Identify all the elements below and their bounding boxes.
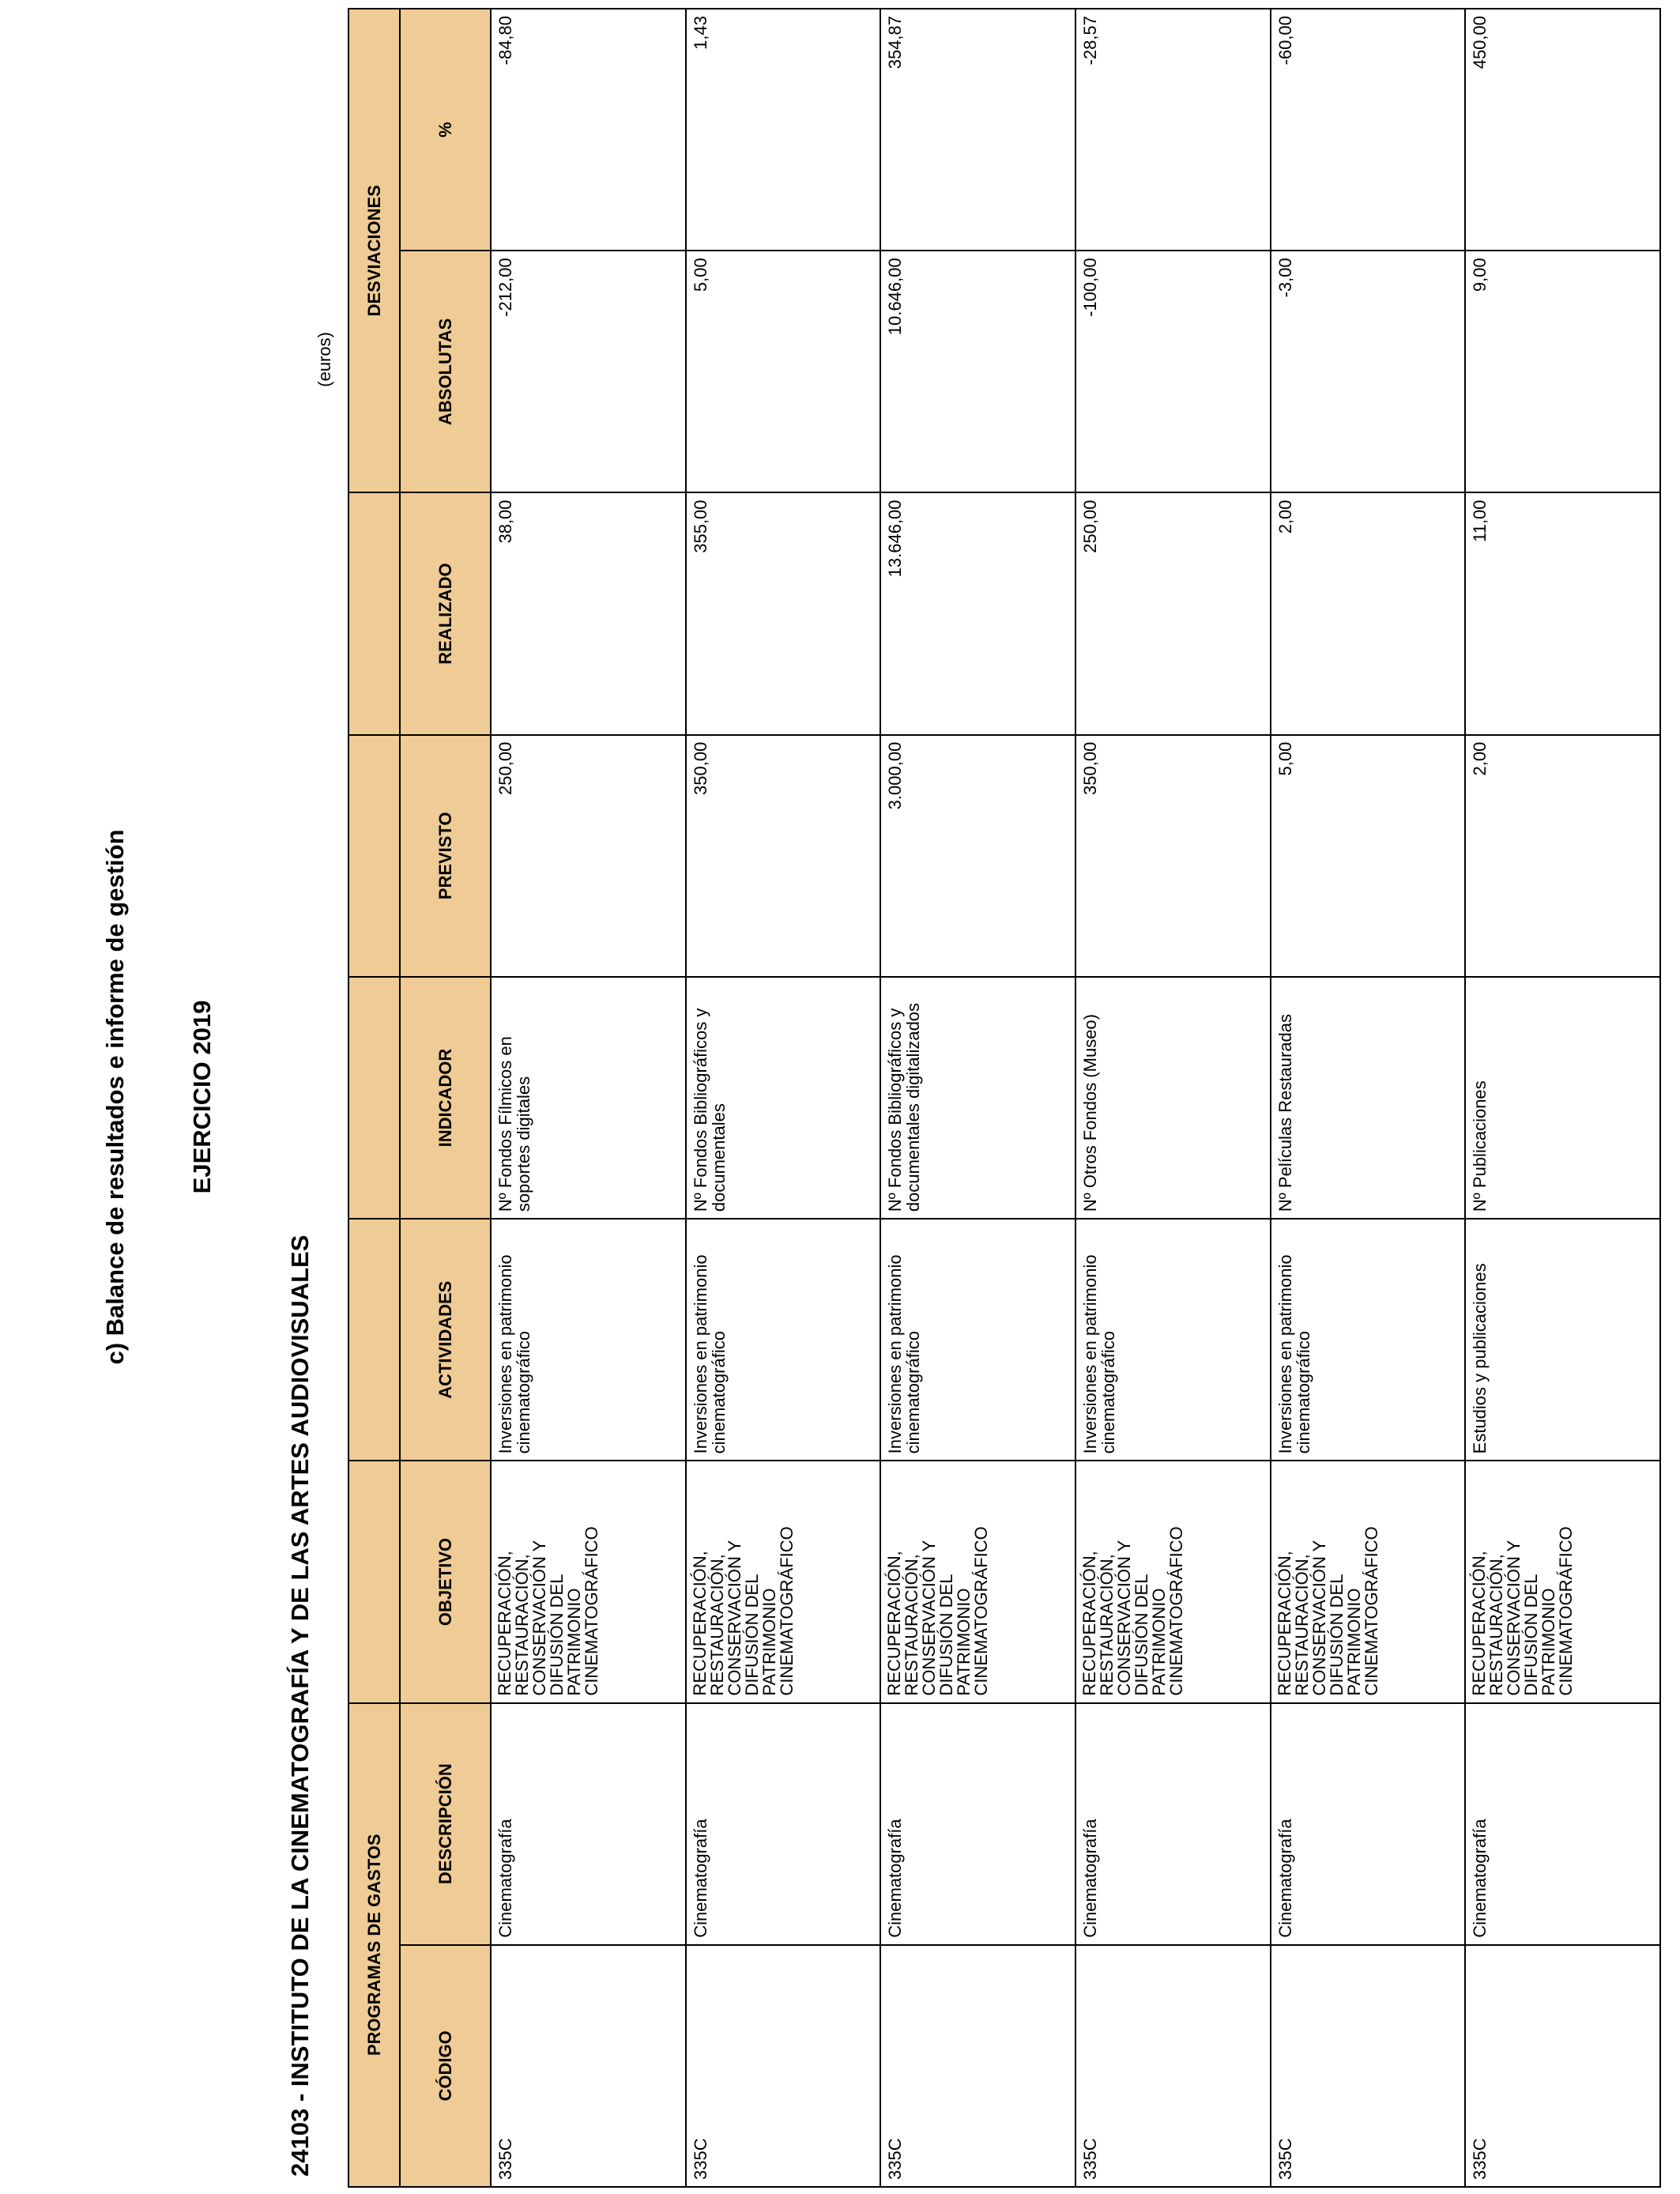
column-header-codigo: CÓDIGO — [400, 1945, 491, 2187]
cell-codigo: 335C — [686, 1945, 881, 2187]
cell-actividades: Inversiones en patrimonio cinematográfico — [1271, 1219, 1466, 1461]
cell-previsto: 250,00 — [491, 735, 686, 977]
cell-objetivo: RECUPERACIÓN, RESTAURACIÓN, CONSERVACIÓN Y DIFUSIÓN DEL PATRIMONIO CINEMATOGRÁFICO — [686, 1461, 881, 1702]
cell-actividades: Inversiones en patrimonio cinematográfico — [686, 1219, 881, 1461]
cell-indicador: Nº Fondos Bibliográficos y documentales — [686, 977, 881, 1219]
cell-pct: 450,00 — [1465, 9, 1660, 251]
cell-indicador: Nº Otros Fondos (Museo) — [1075, 977, 1271, 1219]
cell-descripcion: Cinematografía — [1075, 1703, 1271, 1945]
results-table — [348, 8, 1661, 2188]
column-header-indicador: INDICADOR — [400, 977, 491, 1219]
cell-absolutas: -100,00 — [1075, 251, 1271, 492]
currency-units-label: (euros) — [315, 332, 334, 387]
column-header-row — [400, 9, 491, 2187]
table-row — [686, 9, 881, 2187]
table-row — [1075, 9, 1271, 2187]
cell-pct: 354,87 — [880, 9, 1075, 251]
cell-objetivo: RECUPERACIÓN, RESTAURACIÓN, CONSERVACIÓN Y DIFUSIÓN DEL PATRIMONIO CINEMATOGRÁFICO — [1075, 1461, 1271, 1702]
cell-indicador: Nº Películas Restauradas — [1271, 977, 1466, 1219]
cell-previsto: 3.000,00 — [880, 735, 1075, 977]
group-header-blank — [348, 1219, 400, 1461]
group-header-blank — [348, 977, 400, 1219]
cell-previsto: 350,00 — [1075, 735, 1271, 977]
cell-actividades: Inversiones en patrimonio cinematográfico — [491, 1219, 686, 1461]
table-row — [491, 9, 686, 2187]
cell-previsto: 5,00 — [1271, 735, 1466, 977]
column-header-previsto: PREVISTO — [400, 735, 491, 977]
cell-objetivo: RECUPERACIÓN, RESTAURACIÓN, CONSERVACIÓN Y DIFUSIÓN DEL PATRIMONIO CINEMATOGRÁFICO — [1465, 1461, 1660, 1702]
cell-actividades: Estudios y publicaciones — [1465, 1219, 1660, 1461]
column-header-pct: % — [400, 9, 491, 251]
cell-descripcion: Cinematografía — [686, 1703, 881, 1945]
cell-absolutas: -212,00 — [491, 251, 686, 492]
cell-pct: -84,80 — [491, 9, 686, 251]
cell-realizado: 38,00 — [491, 492, 686, 734]
group-header-blank — [348, 492, 400, 734]
cell-previsto: 2,00 — [1465, 735, 1660, 977]
cell-absolutas: 10.646,00 — [880, 251, 1075, 492]
column-header-descripcion: DESCRIPCIÓN — [400, 1703, 491, 1945]
cell-objetivo: RECUPERACIÓN, RESTAURACIÓN, CONSERVACIÓN Y DIFUSIÓN DEL PATRIMONIO CINEMATOGRÁFICO — [880, 1461, 1075, 1702]
group-header-row — [348, 9, 400, 2187]
cell-pct: -28,57 — [1075, 9, 1271, 251]
entity-heading: 24103 - INSTITUTO DE LA CINEMATOGRAFÍA Y DE LAS ARTES AUDIOVISUALES — [286, 1235, 314, 2177]
cell-descripcion: Cinematografía — [1271, 1703, 1466, 1945]
column-header-realizado: REALIZADO — [400, 492, 491, 734]
column-header-objetivo: OBJETIVO — [400, 1461, 491, 1702]
cell-pct: 1,43 — [686, 9, 881, 251]
group-header-desviaciones: DESVIACIONES — [348, 9, 400, 492]
cell-previsto: 350,00 — [686, 735, 881, 977]
cell-absolutas: 5,00 — [686, 251, 881, 492]
table-row — [880, 9, 1075, 2187]
cell-realizado: 355,00 — [686, 492, 881, 734]
cell-realizado: 11,00 — [1465, 492, 1660, 734]
cell-indicador: Nº Fondos Bibliográficos y documentales digitalizados — [880, 977, 1075, 1219]
cell-absolutas: -3,00 — [1271, 251, 1466, 492]
cell-descripcion: Cinematografía — [880, 1703, 1075, 1945]
column-header-actividades: ACTIVIDADES — [400, 1219, 491, 1461]
group-header-blank — [348, 735, 400, 977]
table-row — [1271, 9, 1466, 2187]
cell-codigo: 335C — [1465, 1945, 1660, 2187]
cell-indicador: Nº Fondos Fílmicos en soportes digitales — [491, 977, 686, 1219]
cell-codigo: 335C — [1271, 1945, 1466, 2187]
cell-actividades: Inversiones en patrimonio cinematográfico — [1075, 1219, 1271, 1461]
report-title: c) Balance de resultados e informe de gestión — [101, 829, 129, 1365]
table-row — [1465, 9, 1660, 2187]
cell-realizado: 250,00 — [1075, 492, 1271, 734]
cell-objetivo: RECUPERACIÓN, RESTAURACIÓN, CONSERVACIÓN Y DIFUSIÓN DEL PATRIMONIO CINEMATOGRÁFICO — [1271, 1461, 1466, 1702]
cell-descripcion: Cinematografía — [1465, 1703, 1660, 1945]
fiscal-year-title: EJERCICIO 2019 — [188, 1000, 216, 1194]
group-header-programas: PROGRAMAS DE GASTOS — [348, 1703, 400, 2187]
cell-realizado: 2,00 — [1271, 492, 1466, 734]
cell-objetivo: RECUPERACIÓN, RESTAURACIÓN, CONSERVACIÓN Y DIFUSIÓN DEL PATRIMONIO CINEMATOGRÁFICO — [491, 1461, 686, 1702]
cell-actividades: Inversiones en patrimonio cinematográfico — [880, 1219, 1075, 1461]
cell-realizado: 13.646,00 — [880, 492, 1075, 734]
cell-pct: -60,00 — [1271, 9, 1466, 251]
cell-codigo: 335C — [880, 1945, 1075, 2187]
cell-descripcion: Cinematografía — [491, 1703, 686, 1945]
cell-absolutas: 9,00 — [1465, 251, 1660, 492]
cell-codigo: 335C — [491, 1945, 686, 2187]
column-header-absolutas: ABSOLUTAS — [400, 251, 491, 492]
group-header-blank — [348, 1461, 400, 1702]
cell-codigo: 335C — [1075, 1945, 1271, 2187]
cell-indicador: Nº Publicaciones — [1465, 977, 1660, 1219]
